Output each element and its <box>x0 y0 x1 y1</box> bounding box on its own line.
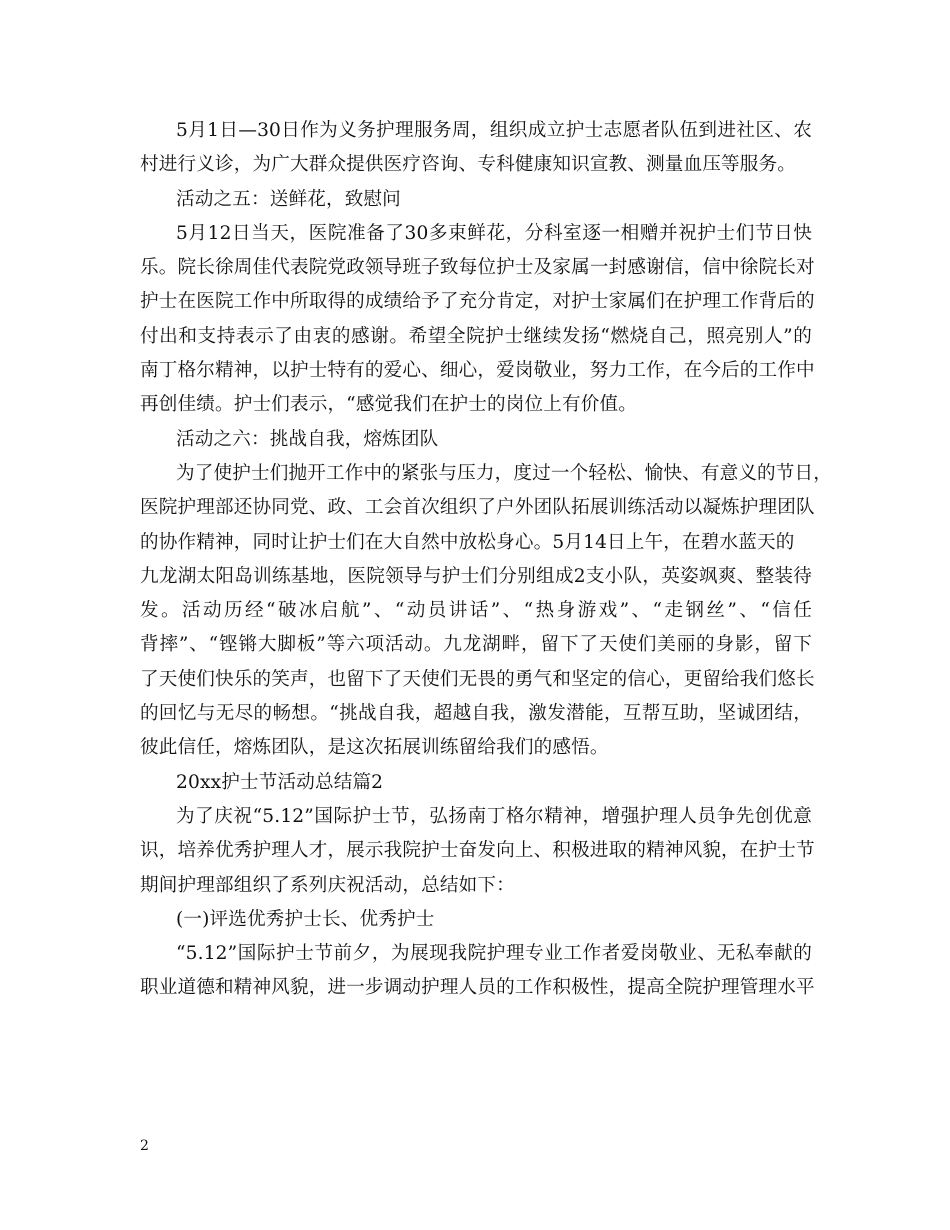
text-line: 5月12日当天，医院准备了30多束鲜花，分科室逐一相赠并祝护士们节日快 <box>176 222 812 244</box>
document-body <box>140 114 833 1006</box>
text-line: 期间护理部组织了系列庆祝活动，总结如下： <box>140 874 515 896</box>
text-line: 再创佳绩。护士们表示，“感觉我们在护士的岗位上有价值。 <box>140 394 637 416</box>
text-line: 为了使护士们抛开工作中的紧张与压力，度过一个轻松、愉快、有意义的节日， <box>176 462 833 484</box>
text-line: 职业道德和精神风貌，进一步调动护理人员的工作积极性，提高全院护理管理水平 <box>140 977 815 999</box>
text-line: 医院护理部还协同党、政、工会首次组织了户外团队拓展训练活动以凝炼护理团队 <box>140 497 815 519</box>
text-line: 付出和支持表示了由衷的感谢。希望全院护士继续发扬“燃烧自己，照亮别人”的 <box>140 325 812 347</box>
text-line: 南丁格尔精神，以护士特有的爱心、细心，爱岗敬业，努力工作，在今后的工作中 <box>140 360 815 382</box>
text-line: 护士在医院工作中所取得的成绩给予了充分肯定，对护士家属们在护理工作背后的 <box>140 291 815 313</box>
text-line: (一)评选优秀护士长、优秀护士 <box>176 908 435 930</box>
text-line: 识，培养优秀护理人才，展示我院护士奋发向上、积极进取的精神风貌，在护士节 <box>140 840 815 862</box>
text-line: 了天使们快乐的笑声，也留下了天使们无畏的勇气和坚定的信心，更留给我们悠长 <box>140 668 815 690</box>
text-line: 村进行义诊，为广大群众提供医疗咨询、专科健康知识宣教、测量血压等服务。 <box>140 154 797 176</box>
text-line: 活动之五：送鲜花，致慰问 <box>176 188 401 210</box>
text-line: “5.12”国际护士节前夕，为展现我院护理专业工作者爱岗敬业、无私奉献的 <box>176 943 812 965</box>
text-line: 的协作精神，同时让护士们在大自然中放松身心。5月14日上午，在碧水蓝天的 <box>140 531 795 553</box>
text-line: 发。活动历经“破冰启航”、“动员讲话”、“热身游戏”、“走钢丝”、“信任 <box>140 600 812 622</box>
text-line: 5月1日—30日作为义务护理服务周，组织成立护士志愿者队伍到进社区、农 <box>176 120 812 141</box>
page-number: 2 <box>140 1138 149 1154</box>
text-line: 背摔”、“铿锵大脚板”等六项活动。九龙湖畔，留下了天使们美丽的身影，留下 <box>140 634 812 656</box>
text-line: 彼此信任，熔炼团队，是这次拓展训练留给我们的感悟。 <box>140 737 609 759</box>
text-line: 活动之六：挑战自我，熔炼团队 <box>176 428 439 450</box>
text-line: 为了庆祝“5.12”国际护士节，弘扬南丁格尔精神，增强护理人员争先创优意 <box>176 805 812 827</box>
text-line: 20xx护士节活动总结篇2 <box>176 771 384 793</box>
text-line: 乐。院长徐周佳代表院党政领导班子致每位护士及家属一封感谢信，信中徐院长对 <box>140 257 815 279</box>
text-line: 九龙湖太阳岛训练基地，医院领导与护士们分别组成2支小队，英姿飒爽、整装待 <box>140 565 812 587</box>
text-line: 的回忆与无尽的畅想。“挑战自我，超越自我，激发潜能，互帮互助，坚诚团结， <box>140 703 812 725</box>
